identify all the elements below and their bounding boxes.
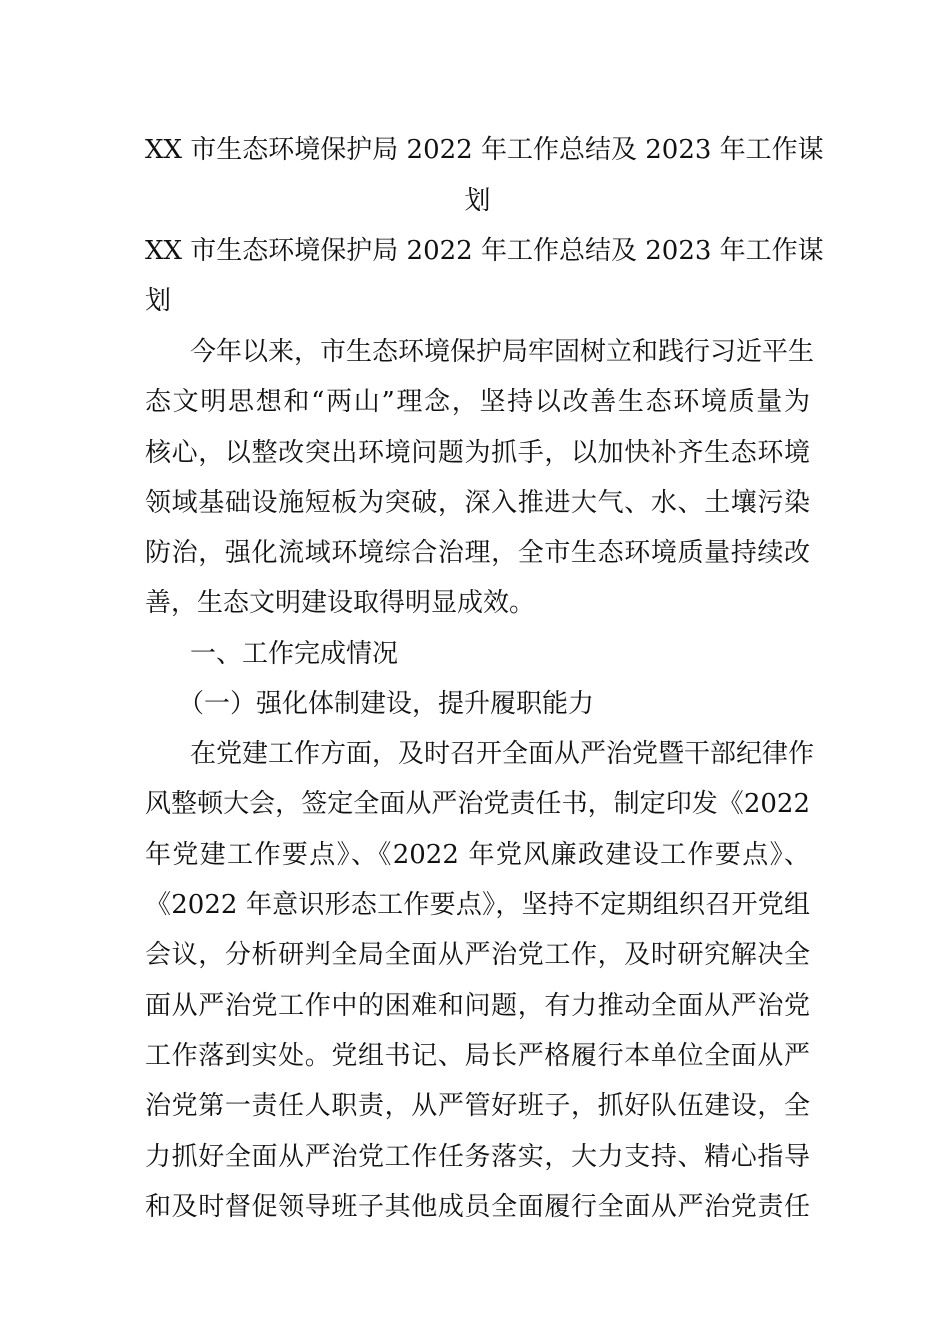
intro-paragraph-line: 今年以来，市生态环境保护局牢固树立和践行习近平生 xyxy=(190,337,815,367)
document-heading-line-2: 划 xyxy=(145,286,172,316)
document-title-line-1: XX 市生态环境保护局 2022 年工作总结及 2023 年工作谋 xyxy=(145,135,824,165)
body-paragraph-line: 风整顿大会，签定全面从严治党责任书，制定印发《2022 xyxy=(145,789,810,819)
intro-paragraph-line: 防治，强化流域环境综合治理，全市生态环境质量持续改 xyxy=(145,538,810,568)
intro-paragraph-line: 领域基础设施短板为突破，深入推进大气、水、土壤污染 xyxy=(145,488,810,518)
body-paragraph-line: 力抓好全面从严治党工作任务落实，大力支持、精心指导 xyxy=(145,1142,810,1172)
intro-paragraph-line: 态文明思想和“两山”理念，坚持以改善生态环境质量为 xyxy=(145,387,810,417)
intro-paragraph-line: 核心，以整改突出环境问题为抓手，以加快补齐生态环境 xyxy=(145,438,810,468)
subsection-heading: （一）强化体制建设，提升履职能力 xyxy=(178,689,595,719)
body-paragraph-line: 《2022 年意识形态工作要点》，坚持不定期组织召开党组 xyxy=(145,890,810,920)
document-heading-line-1: XX 市生态环境保护局 2022 年工作总结及 2023 年工作谋 xyxy=(145,236,824,266)
body-paragraph-line: 面从严治党工作中的困难和问题，有力推动全面从严治党 xyxy=(145,991,810,1021)
body-paragraph-line: 在党建工作方面，及时召开全面从严治党暨干部纪律作 xyxy=(190,739,815,769)
body-paragraph-line: 年党建工作要点》、《2022 年党风廉政建设工作要点》、 xyxy=(145,840,810,870)
body-paragraph-line: 工作落到实处。党组书记、局长严格履行本单位全面从严 xyxy=(145,1041,810,1071)
intro-paragraph-line: 善，生态文明建设取得明显成效。 xyxy=(145,588,536,618)
section-heading: 一、工作完成情况 xyxy=(190,639,399,669)
document-title-line-2: 划 xyxy=(464,186,491,216)
body-paragraph-line: 会议，分析研判全局全面从严治党工作，及时研究解决全 xyxy=(145,940,810,970)
body-paragraph-line: 和及时督促领导班子其他成员全面履行全面从严治党责任 xyxy=(145,1192,810,1222)
body-paragraph-line: 治党第一责任人职责，从严管好班子，抓好队伍建设，全 xyxy=(145,1091,810,1121)
